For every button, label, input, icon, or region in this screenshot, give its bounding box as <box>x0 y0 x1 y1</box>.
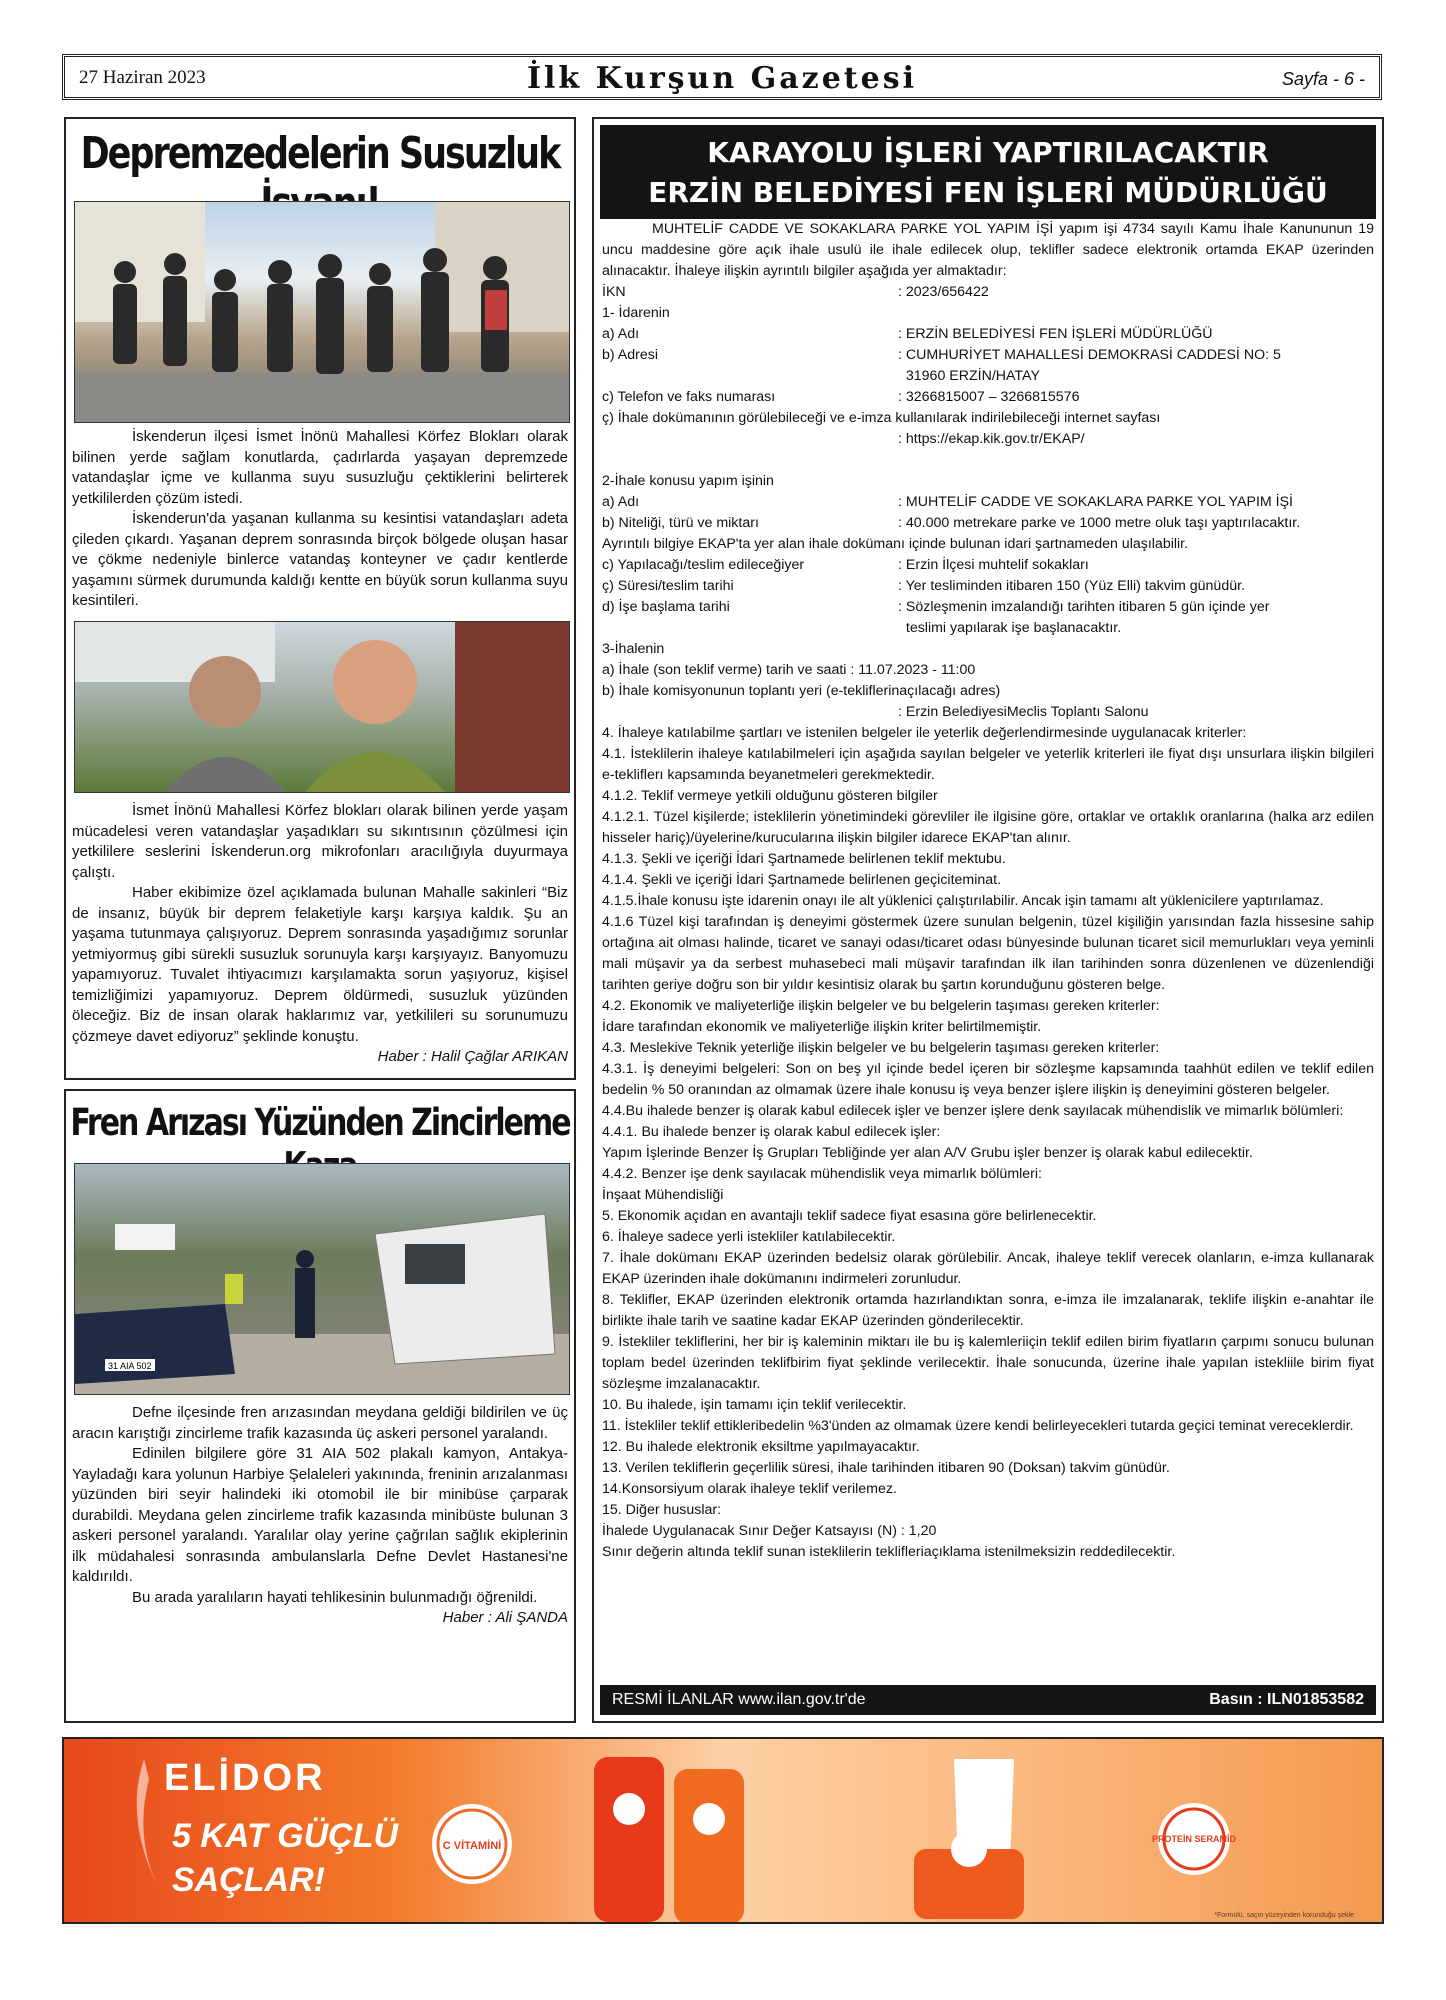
ad-slogan-line1: 5 KAT GÜÇLÜ <box>172 1817 399 1855</box>
plate-text: 31 AIA 502 <box>108 1361 152 1371</box>
protein-badge: PROTEİN SERAMİD <box>1151 1834 1237 1844</box>
field-value: teslimi yapılarak işe başlanacaktır. <box>898 620 1122 636</box>
notice-item: 13. Verilen tekliflerin geçerlilik süresi, ihale tarihinden itibaren 90 (Doksan) takvim günüdür. <box>602 1460 1170 1476</box>
field-label: 2-İhale konusu yapım işinin <box>602 473 774 489</box>
notice-item: 4.3.1. İş deneyimi belgeleri: Son on beş yıl içinde bedel içeren bir sözleşme kapsamında taahhüt edilen ve teklif edilen bedelin % 50 oranından az olmamak üzere ihale konusu iş veya benzer işlere ilişkin iş deneyimini gösteren belgeler. <box>602 1061 1374 1098</box>
crash-photo <box>74 1163 570 1395</box>
ad-brand: ELİDOR <box>164 1757 326 1799</box>
field-value: : CUMHURİYET MAHALLESİ DEMOKRASİ CADDESİ NO: 5 <box>898 347 1281 363</box>
field-value: : Erzin İlçesi muhtelif sokakları <box>898 557 1089 573</box>
notice-item: Yapım İşlerinde Benzer İş Grupları Tebliğinde yer alan A/V Grubu işler benzer iş olarak kabul edilecektir. <box>602 1145 1253 1161</box>
field-label: ç) Süresi/teslim tarihi <box>602 578 734 594</box>
notice-item: 4.1.2. Teklif vermeye yetkili olduğunu gösteren bilgiler <box>602 788 938 804</box>
notice-item: Sınır değerin altında teklif sunan isteklilerin teklifleriaçıklama istenilmeksizin reddedilecektir. <box>602 1544 1176 1560</box>
notice-title: KARAYOLU İŞLERİ YAPTIRILACAKTIR <box>707 136 1269 169</box>
notice-item: 5. Ekonomik açıdan en avantajlı teklif sadece fiyat esasına göre belirlenecektir. <box>602 1208 1097 1224</box>
notice-item: 4.3. Meslekive Teknik yeterliğe ilişkin belgeler ve bu belgelerin taşıması gereken kriterler: <box>602 1040 1160 1056</box>
residents-photo <box>74 621 570 793</box>
notice-item: 4.4.2. Benzer işe denk sayılacak mühendislik veya mimarlık bölümleri: <box>602 1166 1042 1182</box>
field-value: 31960 ERZİN/HATAY <box>898 368 1040 384</box>
field-label: 1- İdarenin <box>602 305 670 321</box>
notice-item: 11. İstekliler teklif ettikleribedelin %3'ünden az olmamak üzere kendi belirleyecekleri tutarda geçici teminat vereceklerdir. <box>602 1418 1354 1434</box>
tender-notice <box>592 117 1384 1723</box>
notice-item: 4.1.5.İhale konusu işte idarenin onayı ile alt yüklenici çalıştırılabilir. Ancak işin tamamı alt yüklenicilere yaptırılamaz. <box>602 893 1324 909</box>
field-label: b) Niteliği, türü ve miktarı <box>602 515 759 531</box>
document-url[interactable]: : https://ekap.kik.gov.tr/EKAP/ <box>898 431 1085 447</box>
notice-item: 4.1.2.1. Tüzel kişilerde; isteklilerin yönetimindeki görevliler ile ilgisine göre, ortaklar ve ortaklık oranlarına (halka arz edilen hisseler hariç)/üyelerine/kurucularına ilişkin bilgiler idarece EKAP'tan alınır. <box>602 809 1374 846</box>
newspaper-title: İlk Kurşun Gazetesi <box>526 61 918 96</box>
field-value: : 40.000 metrekare parke ve 1000 metre oluk taşı yaptırılacaktır. <box>898 515 1301 531</box>
notice-item: 4. İhaleye katılabilme şartları ve istenilen belgeler ile yeterlik değerlendirmesinde uygulanacak kriterler: <box>602 725 1247 741</box>
field-value: : Sözleşmenin imzalandığı tarihten itibaren 5 gün içinde yer <box>898 599 1270 615</box>
ad-slogan-line2: SAÇLAR! <box>172 1861 325 1899</box>
document-line: ç) İhale dokümanının görülebileceği ve e-imza kullanılarak indirilebileceği internet sayfası <box>602 410 1161 426</box>
field-label: İKN <box>602 284 626 300</box>
field-value: : Yer tesliminden itibaren 150 (Yüz Elli) takvim günüdür. <box>898 578 1245 594</box>
notice-line: b) İhale komisyonunun toplantı yeri (e-tekliflerinaçılacağı adres) <box>602 683 1001 699</box>
field-value: : MUHTELİF CADDE VE SOKAKLARA PARKE YOL YAPIM İŞİ <box>898 494 1294 510</box>
vitamin-badge: C VİTAMİNİ <box>442 1840 502 1852</box>
issue-date: 27 Haziran 2023 <box>79 67 206 88</box>
field-value: : 2023/656422 <box>898 284 989 300</box>
notice-item: 4.1.3. Şekli ve içeriği İdari Şartnamede belirlenen teklif mektubu. <box>602 851 1006 867</box>
notice-item: İnşaat Mühendisliği <box>602 1187 724 1203</box>
paragraph: Bu arada yaralıların hayati tehlikesinin bulunmadığı öğrenildi. <box>132 1588 538 1606</box>
notice-item: 12. Bu ihalede elektronik eksiltme yapılmayacaktır. <box>602 1439 920 1455</box>
protest-photo <box>74 201 570 423</box>
field-value: : ERZİN BELEDİYESİ FEN İŞLERİ MÜDÜRLÜĞÜ <box>898 326 1213 342</box>
notice-item: 4.1.4. Şekli ve içeriği İdari Şartnamede belirlenen geçiciteminat. <box>602 872 1002 888</box>
paragraph: İskenderun'da yaşanan kullanma su kesintisi vatandaşları adeta çileden çıkardı. Yaşanan deprem sonrasında birçok bölgede oluşan hasar ve çökme nedeniyle binlerce vatandaş konteyner ve çadır kentlerde yaşamını sürmek durumunda kaldığı kentte en büyük sorun kullanma suyu kesintileri. <box>72 510 568 609</box>
ad-footnote: *Formülü, saçın yüzeyinden korunduğu şekle <box>1214 1912 1354 1919</box>
notice-item: 4.1. İsteklilerin ihaleye katılabilmeleri için aşağıda sayılan belgeler ve yeterlik kriterleri ile fiyat dışı unsurlara ilişkin bilgileri e-tekliflerı kapsamında beyanetmeleri gerekmektedir. <box>602 746 1374 783</box>
notice-line: a) İhale (son teklif verme) tarih ve saati : 11.07.2023 - 11:00 <box>602 662 976 678</box>
notice-item: 4.1.6 Tüzel kişi tarafından iş deneyimi göstermek üzere sunulan belgenin, tüzel kişiliğin yarısından fazla hissesine sahip ortağına ait olması halinde, ticaret ve sanayi odası/ticaret odası bünyesinde bulunan ticaret sicil memurlukları veya yeminli mali müşavir ya da serbest muhasebeci mali müşavir tarafından ilk ilan tarihinden sonra düzenlenen ve düzenlendiği tarihten geriye doğru son bir yıldır kesintisiz olarak bu şartın korunduğunu gösteren belge. <box>602 914 1374 993</box>
official-ads-link[interactable]: RESMİ İLANLAR www.ilan.gov.tr'de <box>612 1691 866 1708</box>
ad-products-icon <box>64 1739 1384 1924</box>
notice-item: 6. İhaleye sadece yerli istekliler katılabilecektir. <box>602 1229 896 1245</box>
notice-item: 4.2. Ekonomik ve maliyeterliğe ilişkin belgeler ve bu belgelerin taşıması gereken kriterler: <box>602 998 1160 1014</box>
notice-authority: ERZİN BELEDİYESİ FEN İŞLERİ MÜDÜRLÜĞÜ <box>648 176 1328 209</box>
notice-item: 4.4.1. Bu ihalede benzer iş olarak kabul edilecek işler: <box>602 1124 941 1140</box>
article-body-part1 <box>72 427 568 612</box>
article-chain-crash <box>64 1089 576 1723</box>
notice-item: 15. Diğer hususlar: <box>602 1502 722 1518</box>
article-headline: Depremzedelerin Susuzluk <box>80 129 560 179</box>
notice-item: 14.Konsorsiyum olarak ihaleye teklif verilemez. <box>602 1481 897 1497</box>
page-number: Sayfa - 6 - <box>1281 69 1365 89</box>
notice-item: İhalede Uygulanacak Sınır Değer Katsayısı (N) : 1,20 <box>602 1523 937 1539</box>
notice-header <box>600 125 1376 219</box>
two-women-icon <box>75 622 569 792</box>
paragraph: Haber ekibimize özel açıklamada bulunan Mahalle sakinleri “Biz de insanız, büyük bir deprem felaketiyle karşı karşıya kaldık. Şu an yaşama tutunmaya çalışıyoruz. Deprem sonrasında yaşadığımız sorunlar yetmiyormuş gibi sürekli susuzluk sorunuyla karşı karşıyayız. Banyomuzu yapamıyoruz. Tuvalet ihtiyacımızı karşılamakta sorun yaşıyoruz, kişisel temizliğimizi yapamıyoruz. Deprem öldürmedi, susuzluk yüzünden öleceğiz. Biz de insan olarak haklarımız var, yetkilileri su sorunumuzu çözmeye davet ediyoruz” şeklinde konuştu. <box>72 884 568 1045</box>
field-label: a) Adı <box>602 326 640 342</box>
notice-item: 4.4.Bu ihalede benzer iş olarak kabul edilecek işler ve benzer işlere denk sayılacak mühendislik ve mimarlık bölümleri: <box>602 1103 1344 1119</box>
field-label: c) Yapılacağı/teslim edileceğiyer <box>602 557 805 573</box>
notice-line: 3-İhalenin <box>602 641 665 657</box>
field-label <box>602 366 898 387</box>
article-byline: Haber : Ali ŞANDA <box>442 1609 568 1626</box>
field-label: a) Adı <box>602 494 640 510</box>
field-label: b) Adresi <box>602 347 658 363</box>
paragraph: İskenderun ilçesi İsmet İnönü Mahallesi Körfez Blokları olarak bilinen yerde sağlam konutlarda, çadırlarda yaşayan depremzede vatandaşlar içme ve kullanma suyu susuzluğu çektiklerini belirterek yetkililerden çözüm istedi. <box>72 428 568 507</box>
field-label: d) İşe başlama tarihi <box>602 599 730 615</box>
press-code: Basın : ILN01853582 <box>1209 1691 1364 1708</box>
paragraph: İsmet İnönü Mahallesi Körfez blokları olarak bilinen yerde yaşam mücadelesi veren vatandaşlar yaşadıkları su sıkıntısının çözülmesi için yetkililere seslerini İskenderun.org mikrofonları aracılığıyla duyurmaya çalıştı. <box>72 802 568 881</box>
article-body-part2 <box>72 801 568 1068</box>
notice-body <box>602 219 1374 1563</box>
field-label <box>602 618 898 639</box>
paragraph: Edinilen bilgilere göre 31 AIA 502 plakalı kamyon, Antakya-Yayladağı kara yolunun Harbiye Şelaleleri yakınında, freninin arızalanması yüzünden biri seyir halindeki iki otomobil ile bir minibüse çarparak durabildi. Meydana gelen zincirleme trafik kazasında minibüste bulunan 3 askeri personel yaralandı. Yaralılar olay yerine çağrılan sağlık ekiplerinin ilk müdahalesi sonrasında ambulanslarla Defne Devlet Hastanesi'ne kaldırıldı. <box>72 1445 568 1585</box>
document-note: Ayrıntılı bilgiye EKAP'ta yer alan ihale dokümanı içinde bulunan idari şartnameden ulaşılabilir. <box>602 536 1189 552</box>
article-body <box>72 1403 568 1629</box>
people-silhouettes-icon <box>75 202 569 422</box>
notice-item: 9. İstekliler tekliflerini, her bir iş kaleminin miktarı ile bu iş kalemleriiçin teklif edilen birim fiyatların çarpımı sonucu bulunan toplam bedel üzerinden teklifbirim fiyat şeklinde verilecektir. İhale sonucunda, üzerine ihale yapılan istekliile birim fiyat sözleşme imzalanacaktır. <box>602 1334 1374 1392</box>
notice-item: 8. Teklifler, EKAP üzerinden elektronik ortamda hazırlandıktan sonra, e-imza ile imzalanarak, teklife ilişkin e-anahtar ile birlikte ihale tarih ve saatine kadar EKAP üzerinden gönderilecektir. <box>602 1292 1374 1329</box>
notice-item: İdare tarafından ekonomik ve maliyeterliğe ilişkin kriter belirtilmemiştir. <box>602 1019 1042 1035</box>
notice-intro: MUHTELİF CADDE VE SOKAKLARA PARKE YOL YAPIM İŞİ yapım işi 4734 sayılı Kamu İhale Kanununun 19 uncu maddesine göre açık ihale usulü ile ihale edilecek olup, teklifler sadece elektronik ortamda EKAP üzerinden alınacaktır. İhaleye ilişkin ayrıntılı bilgiler aşağıda yer almaktadır: <box>602 221 1374 279</box>
article-byline: Haber : Halil Çağlar ARIKAN <box>377 1048 568 1065</box>
elidor-advertisement[interactable] <box>62 1737 1384 1924</box>
crashed-vehicles-icon <box>75 1164 569 1394</box>
masthead <box>62 54 1382 100</box>
notice-item: 7. İhale dokümanı EKAP üzerinden bedelsiz olarak görülebilir. Ancak, ihaleye teklif verecek olanların, e-imza kullanarak EKAP üzerinden ihale dokümanını indirmeleri zorunludur. <box>602 1250 1374 1287</box>
field-label: c) Telefon ve faks numarası <box>602 389 776 405</box>
venue: : Erzin BelediyesiMeclis Toplantı Salonu <box>898 704 1149 720</box>
paragraph: Defne ilçesinde fren arızasından meydana geldiği bildirilen ve üç aracın karıştığı zincirleme trafik kazasında üç askeri personel yaralandı. <box>72 1404 568 1442</box>
field-value: : 3266815007 – 3266815576 <box>898 389 1080 405</box>
notice-footer <box>600 1685 1376 1715</box>
article-headline: Fren Arızası Yüzünden Zincirleme <box>70 1101 570 1145</box>
notice-item: 10. Bu ihalede, işin tamamı için teklif verilecektir. <box>602 1397 907 1413</box>
article-water-shortage <box>64 117 576 1080</box>
